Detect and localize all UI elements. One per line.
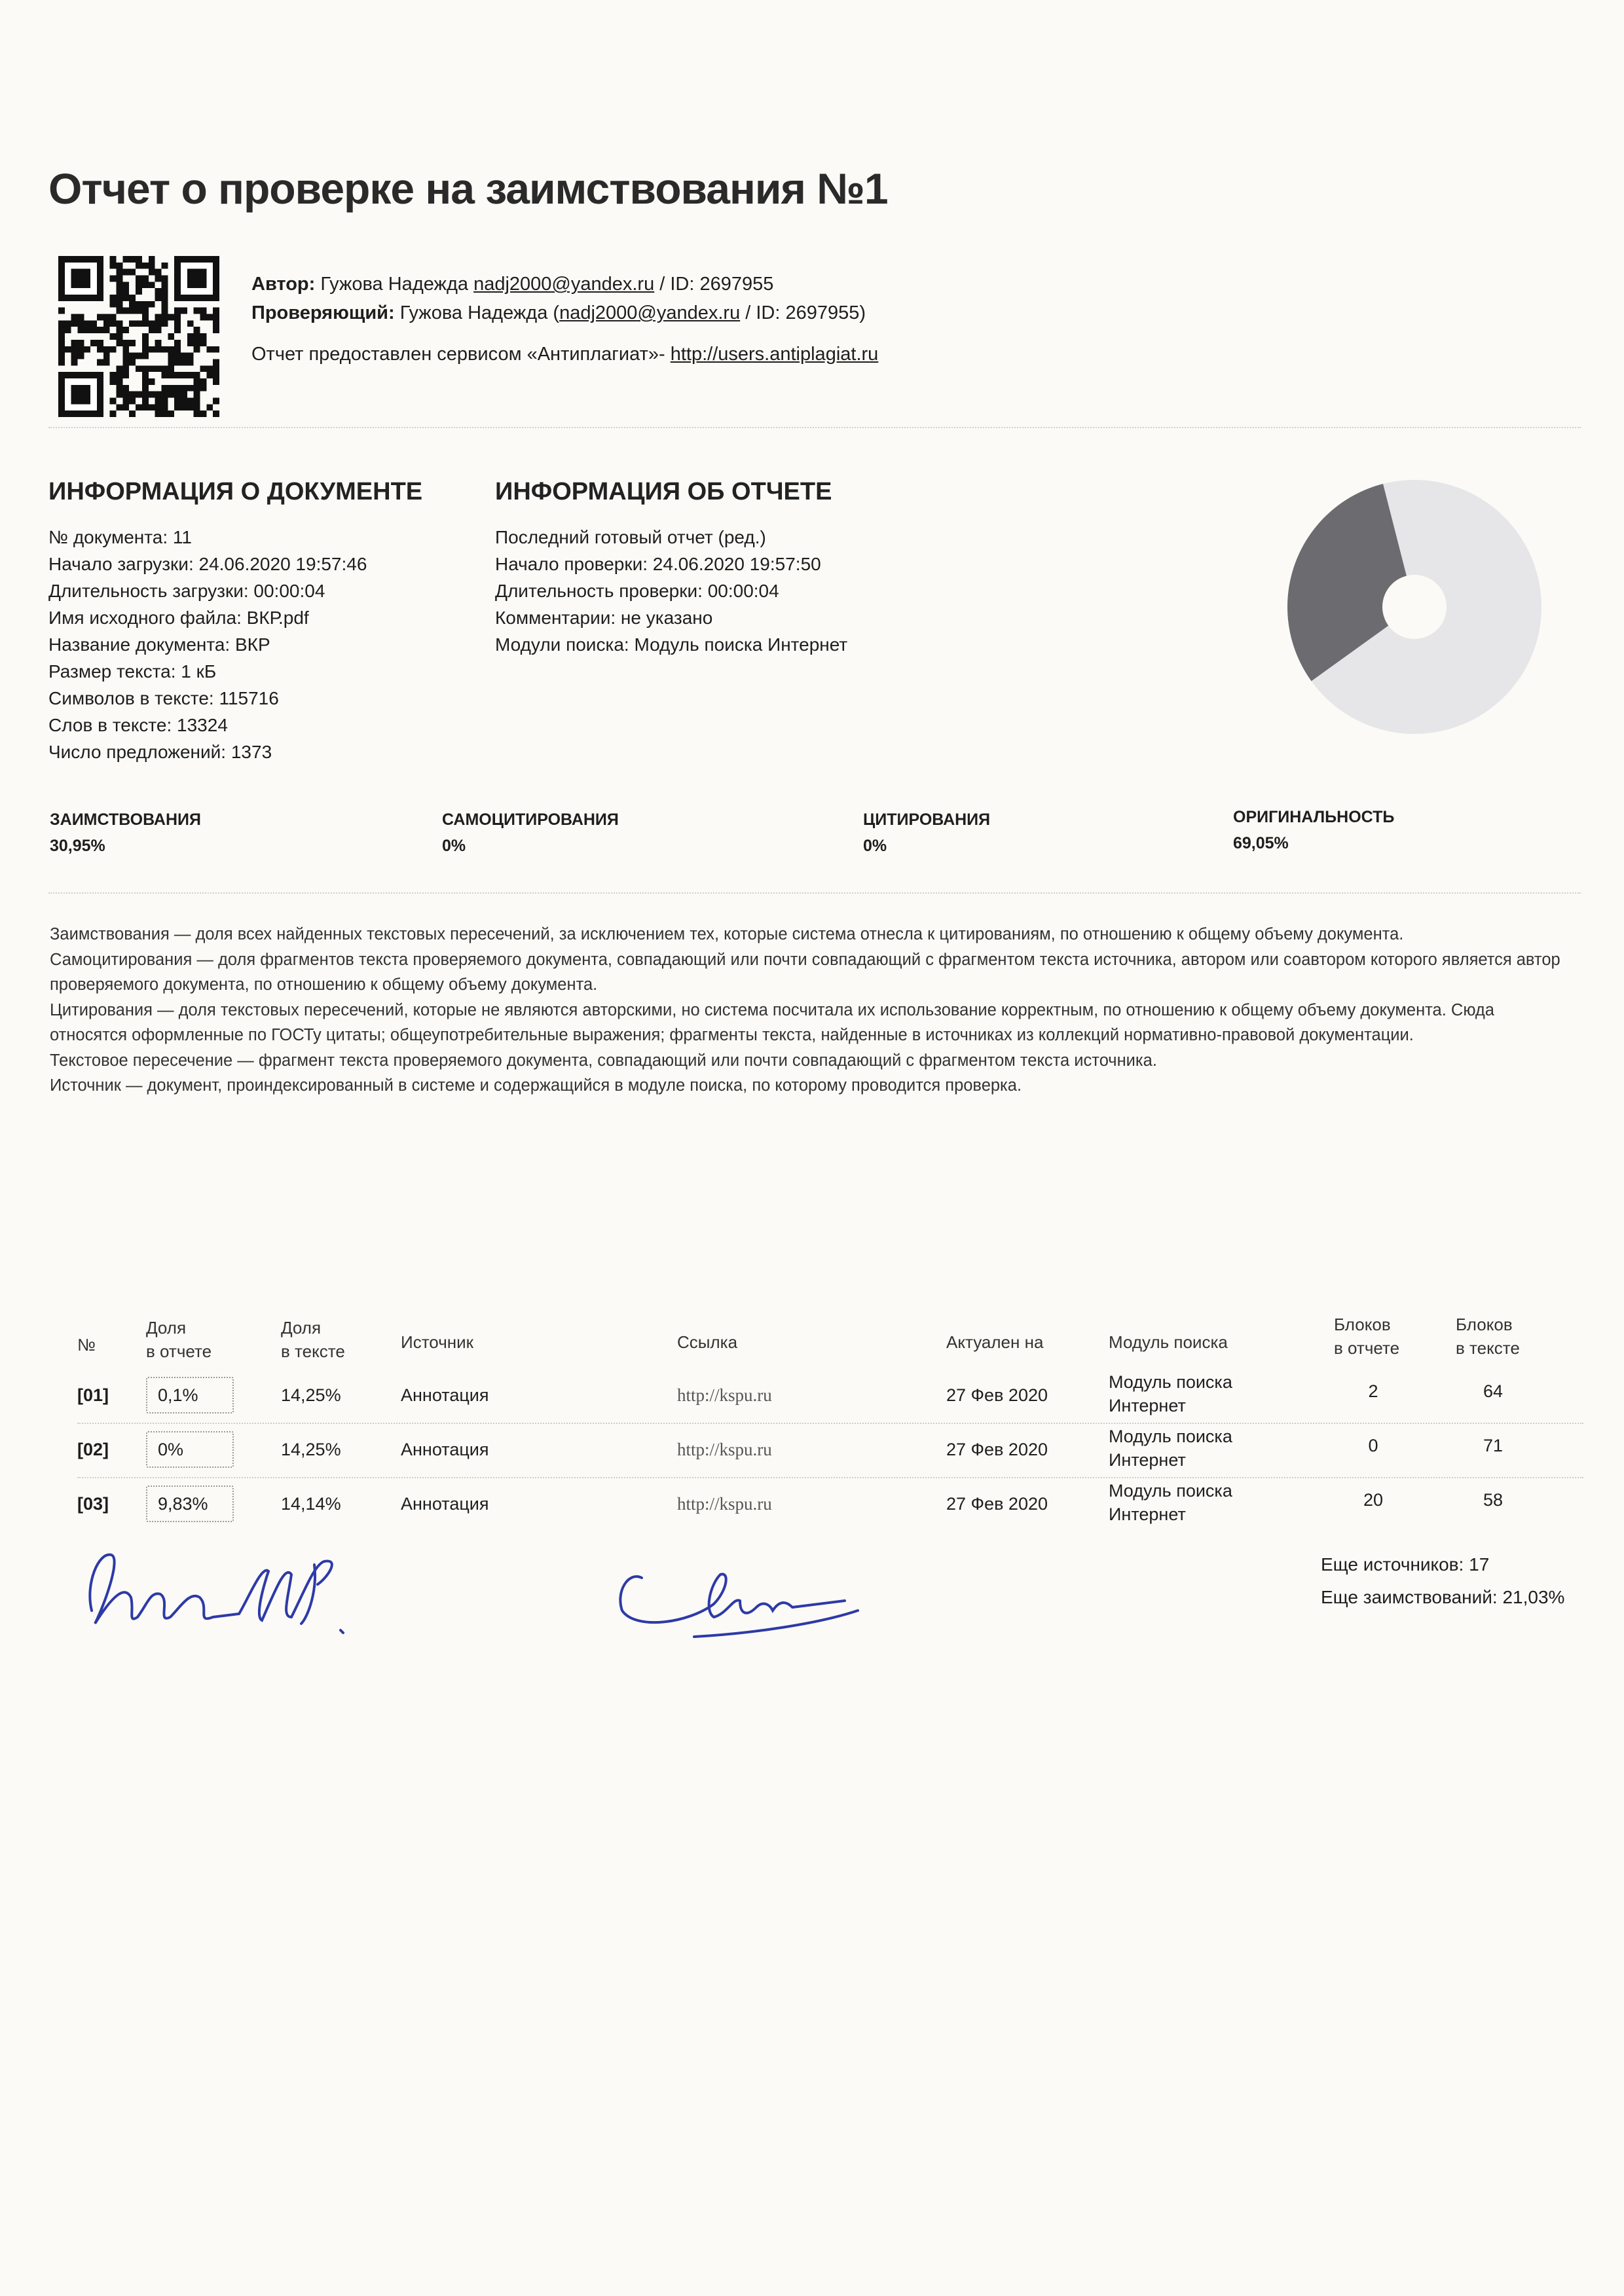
report-version: Последний готовый отчет (ред.) (495, 527, 766, 547)
module-line: Интернет (1109, 1504, 1186, 1524)
stat-self-citations-value: 0% (442, 837, 466, 855)
source-name: Аннотация (401, 1385, 489, 1405)
col-header-text: Блоков (1334, 1315, 1391, 1334)
source-link[interactable]: http://kspu.ru (677, 1494, 772, 1514)
module-line: Модуль поиска (1109, 1481, 1232, 1501)
handwritten-signatures (65, 1525, 884, 1656)
share-in-text: 14,25% (281, 1440, 341, 1459)
col-header-text: в отчете (1334, 1338, 1400, 1358)
stat-citations-value: 0% (863, 837, 887, 855)
definition-text-intersection: Текстовое пересечение — фрагмент текста проверяемого документа, совпадающий или почти совпадающий с фрагментом текста источника. (50, 1051, 1157, 1070)
col-header-share-text (281, 1316, 345, 1363)
source-link[interactable]: http://kspu.ru (677, 1385, 772, 1405)
actual-date: 27 Фев 2020 (946, 1440, 1048, 1459)
row-divider (77, 1423, 1583, 1424)
share-in-report-box[interactable]: 0,1% (146, 1377, 234, 1413)
divider (48, 427, 1581, 428)
signature-2 (620, 1574, 858, 1637)
reviewer-id: / ID: 2697955) (745, 302, 866, 323)
col-header-share-report (146, 1316, 212, 1363)
sentence-count: Число предложений: 1373 (48, 742, 272, 762)
document-name: Название документа: ВКР (48, 634, 270, 655)
blocks-in-report: 20 (1363, 1490, 1384, 1510)
col-header-blocks-text (1456, 1313, 1520, 1360)
stat-originality-label: ОРИГИНАЛЬНОСТЬ (1233, 808, 1395, 826)
reviewer-name: Гужова Надежда ( (399, 302, 560, 323)
report-info-list (495, 524, 847, 658)
definitions (50, 922, 1576, 1099)
col-header-module: Модуль поиска (1109, 1332, 1228, 1352)
stat-originality-value: 69,05% (1233, 834, 1289, 852)
definition-citations: Цитирования — доля текстовых пересечений, которые не являются авторскими, но система посчитала их использование корректным, по отношению к общему объему документа. Сюда относятся оформленные по ГОСТу цитаты; общеупотребительные выражения; фрагменты текста, найденные в источниках из коллекций нормативно-правовой документации. (50, 1000, 1494, 1044)
blocks-in-report: 0 (1368, 1436, 1378, 1455)
originality-pie-chart (1283, 476, 1545, 738)
row-number: [01] (77, 1385, 109, 1405)
col-header-number: № (77, 1335, 96, 1355)
module-line: Модуль поиска (1109, 1427, 1232, 1446)
reviewer-label: Проверяющий: (251, 302, 395, 323)
col-header-text: в тексте (1456, 1338, 1520, 1358)
service-line (251, 344, 878, 365)
module-line: Интернет (1109, 1396, 1186, 1415)
reviewer-line (251, 302, 866, 324)
col-header-date: Актуален на (946, 1332, 1044, 1352)
search-module (1109, 1479, 1232, 1526)
actual-date: 27 Фев 2020 (946, 1385, 1048, 1405)
source-link[interactable]: http://kspu.ru (677, 1440, 772, 1459)
stat-citations-label: ЦИТИРОВАНИЯ (863, 811, 991, 829)
col-header-link: Ссылка (677, 1332, 738, 1352)
author-label: Автор: (251, 274, 316, 295)
author-id: / ID: 2697955 (659, 274, 774, 295)
row-number: [03] (77, 1494, 109, 1514)
text-size: Размер текста: 1 кБ (48, 661, 217, 682)
author-name: Гужова Надежда (320, 274, 468, 295)
doc-info-heading: ИНФОРМАЦИЯ О ДОКУМЕНТЕ (48, 478, 423, 505)
definition-source: Источник — документ, проиндексированный в системе и содержащийся в модуле поиска, по которому проводится проверка. (50, 1076, 1022, 1095)
col-header-text: Доля (281, 1318, 322, 1338)
blocks-in-text: 71 (1483, 1436, 1504, 1455)
word-count: Слов в тексте: 13324 (48, 715, 228, 735)
share-in-report-box[interactable]: 0% (146, 1431, 234, 1468)
col-header-source: Источник (401, 1332, 473, 1352)
author-line (251, 274, 773, 295)
source-name: Аннотация (401, 1440, 489, 1459)
upload-duration: Длительность загрузки: 00:00:04 (48, 581, 325, 601)
char-count: Символов в тексте: 115716 (48, 688, 279, 708)
check-start: Начало проверки: 24.06.2020 19:57:50 (495, 554, 821, 574)
more-sources: Еще источников: 17 (1321, 1554, 1490, 1575)
doc-info-list (48, 524, 367, 765)
divider (48, 892, 1581, 894)
source-file-name: Имя исходного файла: ВКР.pdf (48, 608, 309, 628)
share-in-report-box[interactable]: 9,83% (146, 1485, 234, 1522)
signature-1 (90, 1555, 343, 1633)
col-header-text: в тексте (281, 1341, 345, 1361)
comments: Комментарии: не указано (495, 608, 713, 628)
author-email-link[interactable]: nadj2000@yandex.ru (473, 274, 655, 295)
check-duration: Длительность проверки: 00:00:04 (495, 581, 779, 601)
module-line: Интернет (1109, 1450, 1186, 1470)
source-name: Аннотация (401, 1494, 489, 1514)
more-borrowings: Еще заимствований: 21,03% (1321, 1587, 1565, 1607)
qr-code (58, 256, 219, 417)
page-title: Отчет о проверке на заимствования №1 (48, 164, 888, 213)
blocks-in-text: 58 (1483, 1490, 1504, 1510)
stat-borrowings-label: ЗАИМСТВОВАНИЯ (50, 811, 201, 829)
doc-number: № документа: 11 (48, 527, 192, 547)
col-header-text: Блоков (1456, 1315, 1513, 1334)
row-divider (77, 1477, 1583, 1478)
module-line: Модуль поиска (1109, 1372, 1232, 1392)
search-modules: Модули поиска: Модуль поиска Интернет (495, 634, 848, 655)
blocks-in-text: 64 (1483, 1381, 1504, 1401)
stat-borrowings-value: 30,95% (50, 837, 105, 855)
share-in-text: 14,25% (281, 1385, 341, 1405)
row-number: [02] (77, 1440, 109, 1459)
col-header-text: в отчете (146, 1341, 212, 1361)
col-header-text: Доля (146, 1318, 187, 1338)
reviewer-email-link[interactable]: nadj2000@yandex.ru (559, 302, 741, 323)
service-text: Отчет предоставлен сервисом «Антиплагиат»- (251, 344, 665, 365)
search-module (1109, 1370, 1232, 1417)
report-info-heading: ИНФОРМАЦИЯ ОБ ОТЧЕТЕ (495, 478, 832, 505)
definition-self-citations: Самоцитирования — доля фрагментов текста проверяемого документа, совпадающий или почти совпадающий с фрагментом текста источника, автором или соавтором которого является автор проверяемого документа, по отношению к общему объему документа. (50, 950, 1560, 994)
service-link[interactable]: http://users.antiplagiat.ru (670, 344, 879, 365)
pie-hole (1382, 575, 1447, 639)
blocks-in-report: 2 (1368, 1381, 1378, 1401)
actual-date: 27 Фев 2020 (946, 1494, 1048, 1514)
col-header-blocks-report (1334, 1313, 1399, 1360)
share-in-text: 14,14% (281, 1494, 341, 1514)
upload-start: Начало загрузки: 24.06.2020 19:57:46 (48, 554, 367, 574)
search-module (1109, 1425, 1232, 1472)
stat-self-citations-label: САМОЦИТИРОВАНИЯ (442, 811, 619, 829)
definition-borrowings: Заимствования — доля всех найденных текстовых пересечений, за исключением тех, которые система отнесла к цитированиям, по отношению к общему объему документа. (50, 925, 1404, 943)
